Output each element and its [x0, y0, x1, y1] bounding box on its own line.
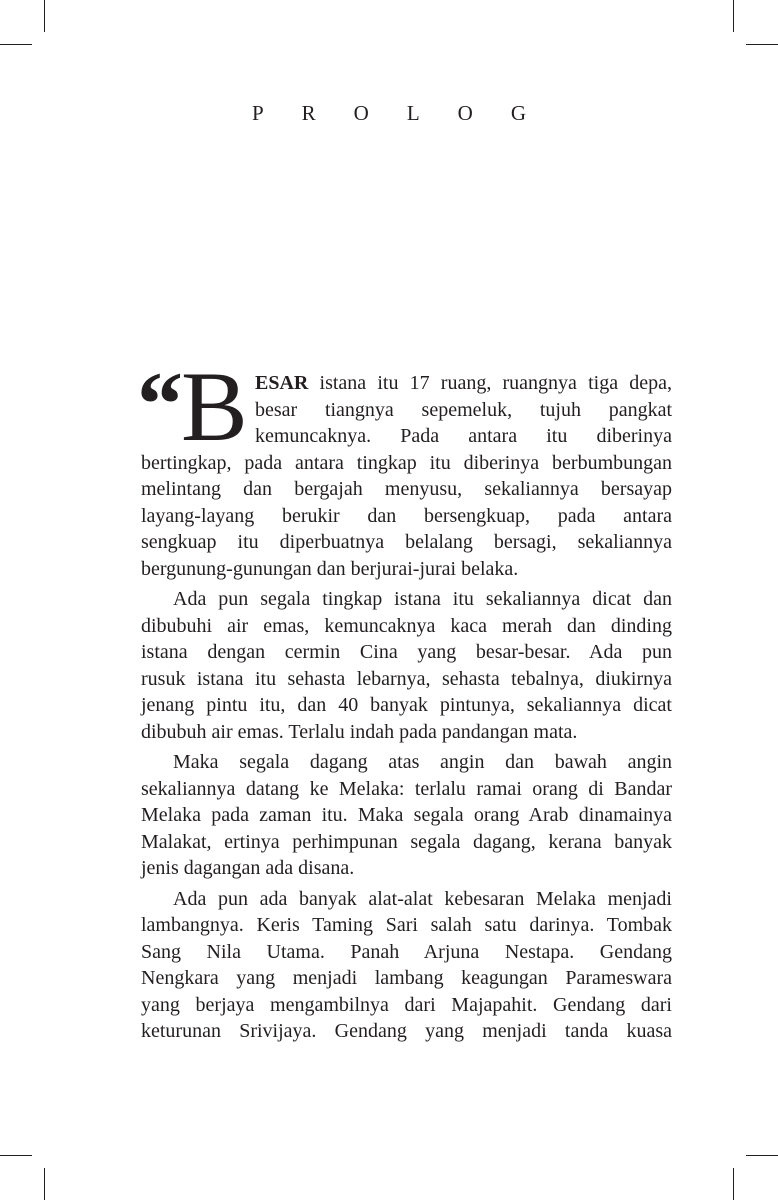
crop-mark-top-left-horizontal: [0, 44, 32, 45]
text-line: Maka segala dagang atas angin dan bawah angin: [173, 751, 672, 773]
text-line: bertingkap, pada antara tingkap itu diberinya berbumbungan: [141, 451, 672, 474]
text-line: keturunan Srivijaya. Gendang yang menjadi tanda kuasa: [141, 1020, 672, 1042]
text-line: Sang Nila Utama. Panah Arjuna Nestapa. Gendang: [141, 940, 672, 963]
crop-mark-bottom-right-horizontal: [746, 1155, 778, 1156]
text-line: Nengkara yang menjadi lambang keagungan Parameswara: [141, 967, 672, 989]
crop-mark-top-left-vertical: [44, 0, 45, 32]
text-line: besar tiangnya sepemeluk, tujuh pangkat: [255, 398, 672, 421]
text-line: sekaliannya datang ke Melaka: terlalu ramai orang di Bandar: [141, 777, 672, 800]
text-line: jenang pintu itu, dan 40 banyak pintunya, sekaliannya dicat: [141, 694, 672, 716]
crop-mark-top-right-horizontal: [746, 44, 778, 45]
drop-cap-letter: B: [181, 351, 248, 462]
crop-mark-bottom-right-vertical: [733, 1168, 734, 1200]
text-line: dibubuh air emas. Terlalu indah pada pandangan mata.: [141, 720, 578, 743]
crop-mark-top-right-vertical: [733, 0, 734, 32]
text-line: layang-layang berukir dan bersengkuap, pada antara: [141, 504, 672, 527]
text-line: melintang dan bergajah menyusu, sekaliannya bersayap: [141, 478, 672, 500]
body-text: [137, 351, 672, 1045]
paragraph-4: [141, 886, 672, 1045]
text-line: jenis dagangan ada disana.: [141, 857, 355, 879]
text-line: sengkuap itu diperbuatnya belalang bersagi, sekaliannya: [141, 531, 672, 553]
crop-mark-bottom-left-vertical: [44, 1168, 45, 1200]
text-line: Ada pun ada banyak alat-alat kebesaran Melaka menjadi: [173, 887, 672, 910]
paragraph-2: [141, 586, 672, 745]
text-line: rusuk istana itu sehasta lebarnya, sehasta tebalnya, diukirnya: [141, 667, 672, 690]
text-line: istana dengan cermin Cina yang besar-besar. Ada pun: [141, 641, 672, 663]
text-line: yang berjaya mengambilnya dari Majapahit. Gendang dari: [141, 993, 672, 1016]
text-line: [255, 370, 672, 397]
text-line: Melaka pada zaman itu. Maka segala orang Arab dinamainya: [141, 804, 672, 826]
crop-mark-bottom-left-horizontal: [0, 1155, 32, 1156]
text-line: Malakat, ertinya perhimpunan segala dagang, kerana banyak: [141, 830, 672, 853]
text-line: lambangnya. Keris Taming Sari salah satu darinya. Tombak: [141, 914, 672, 936]
text-line-content: istana itu 17 ruang, ruangnya tiga depa,: [308, 372, 672, 394]
chapter-title: PROLOG: [251, 101, 564, 125]
text-line: bergunung-gunungan dan berjurai-jurai belaka.: [141, 557, 519, 580]
drop-cap: [137, 351, 255, 462]
text-line: kemuncaknya. Pada antara itu diberinya: [255, 425, 672, 447]
text-line: dibubuhi air emas, kemuncaknya kaca merah dan dinding: [141, 614, 672, 637]
lead-word: ESAR: [255, 372, 309, 394]
paragraph-3: [141, 749, 672, 882]
text-line: Ada pun segala tingkap istana itu sekaliannya dicat dan: [173, 588, 672, 610]
opening-quote-mark: “: [137, 353, 183, 455]
